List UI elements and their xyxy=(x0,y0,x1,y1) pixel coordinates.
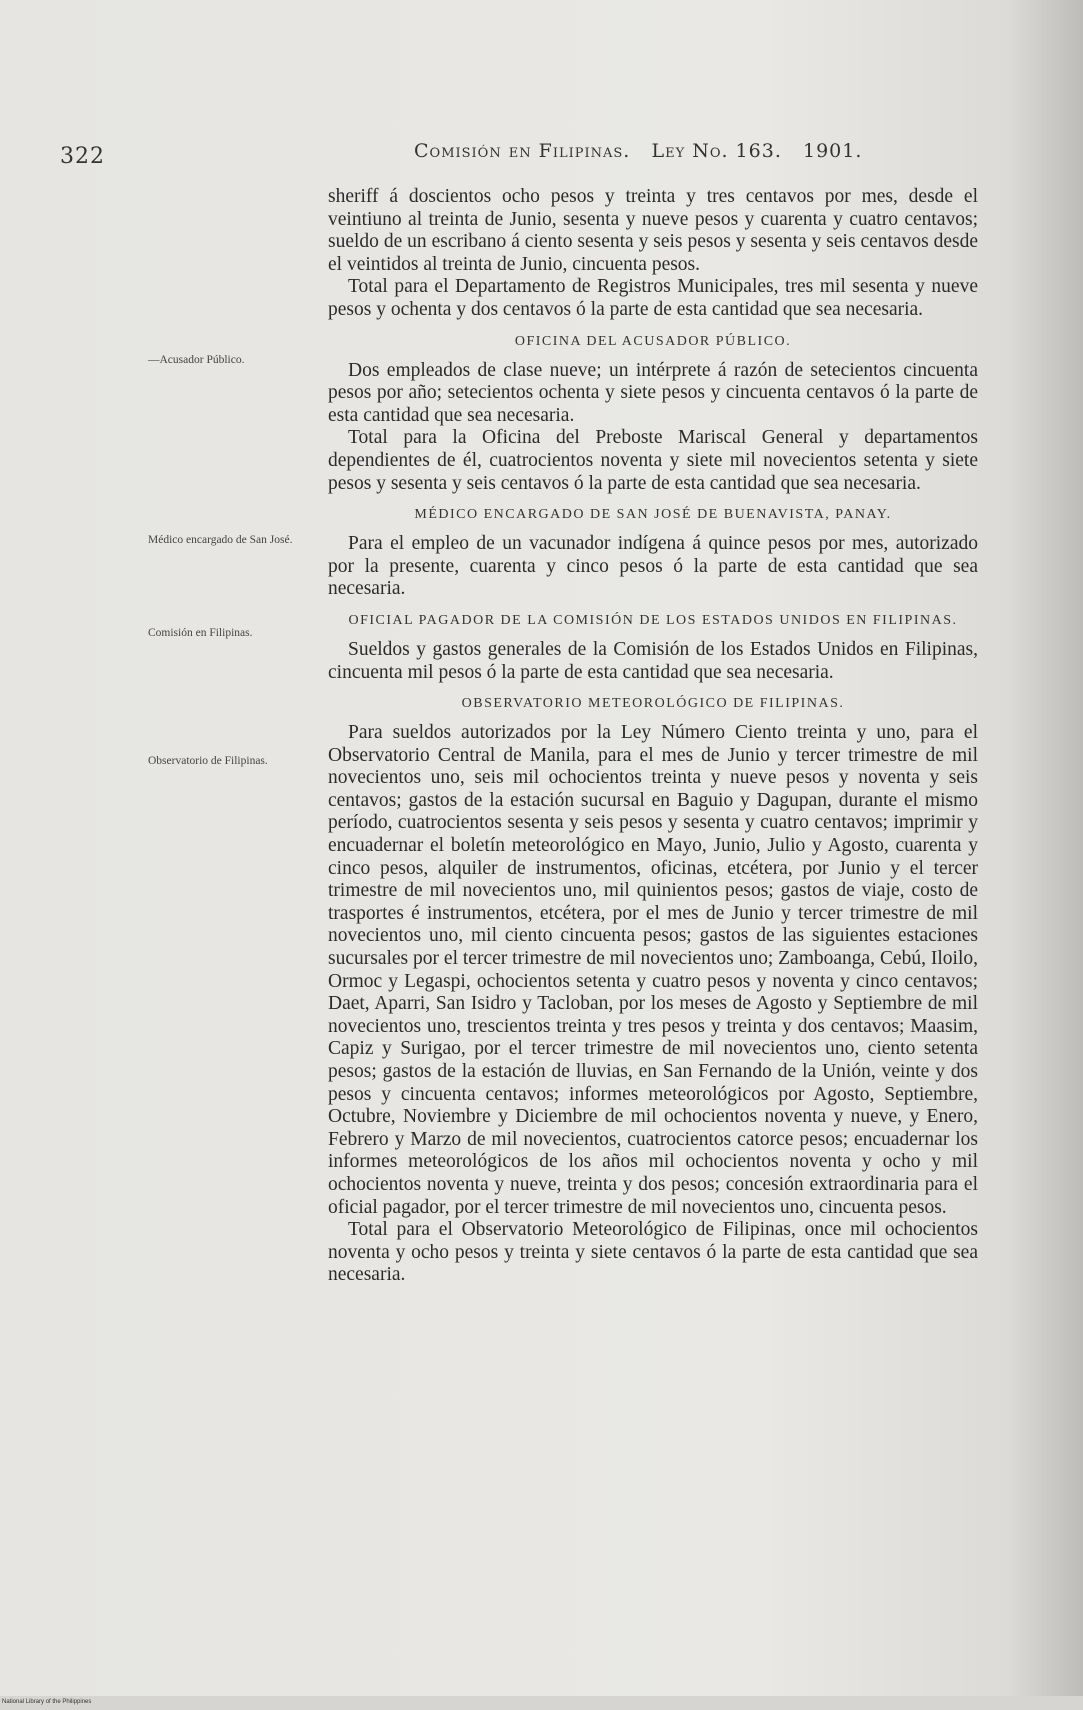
section-heading: OFICIAL PAGADOR DE LA COMISIÓN DE LOS ESTADOS UNIDOS EN FILIPINAS. xyxy=(348,612,958,628)
body-text xyxy=(328,186,978,1287)
section-heading: OBSERVATORIO METEOROLÓGICO DE FILIPINAS. xyxy=(461,696,845,712)
running-head-title: Comisión en Filipinas. xyxy=(414,140,631,162)
margin-note-observatorio: Observatorio de Filipinas. xyxy=(148,755,268,767)
section-heading: OFICINA DEL ACUSADOR PÚBLICO. xyxy=(514,333,792,349)
footer-text: National Library of the Philippines xyxy=(2,1699,92,1705)
running-head xyxy=(414,140,974,162)
margin-note-comision: Comisión en Filipinas. xyxy=(148,627,253,639)
section-heading: MÉDICO ENCARGADO DE SAN JOSÉ DE BUENAVISTA, PANAY. xyxy=(414,507,892,523)
running-head-year: 1901. xyxy=(803,140,863,162)
margin-note-acusador: —Acusador Público. xyxy=(148,354,245,366)
paragraph: Sueldos y gastos generales de la Comisión de los Estados Unidos en Filipinas, cincuenta mil pesos ó la parte de esta cantidad que sea necesaria. xyxy=(328,638,978,683)
margin-note-medico: Médico encargado de San José. xyxy=(148,534,293,546)
paragraph: Para sueldos autorizados por la Ley Número Ciento treinta y uno, para el Observatorio Central de Manila, para el mes de Junio y tercer trimestre de mil novecientos uno, seis mil ochocientos treinta y nueve pesos y noventa y seis centavos; gastos de la estación sucursal en Baguio y Dagupan, durante el mismo período, cuatrocientos sesenta y seis pesos y sesenta y cuatro centavos; imprimir y encuadernar el boletín meteorológico en Mayo, Junio, Julio y Agosto, cuarenta y cinco pesos, alquiler de instrumentos, oficinas, etcétera, por Junio y el tercer trimestre de mil novecientos uno, mil quinientos pesos; gastos de viaje, costo de trasportes é instrumentos, etcétera, por el mes de Junio y tercer trimestre de mil novecientos uno, mil ciento cincuenta pesos; gastos de las siguientes estaciones sucursales por el tercer trimestre de mil novecientos uno; Zamboanga, Cebú, Iloilo, Ormoc y Legaspi, ochocientos setenta y cuatro pesos y noventa y cinco centavos; Daet, Aparri, San Isidro y Tacloban, por los meses de Agosto y Septiembre de mil novecientos uno, trescientos treinta y tres pesos y treinta y dos centavos; Maasim, Capiz y Surigao, por el tercer trimestre de mil novecientos uno, ciento setenta pesos; gastos de la estación de lluvias, en San Fernando de la Unión, veinte y dos pesos y cincuenta centavos; informes meteorológicos por Agosto, Septiembre, Octubre, Noviembre y Diciembre de mil ochocientos noventa y nueve, y Enero, Febrero y Marzo de mil novecientos, cuatrocientos catorce pesos; encuadernar los informes meteorológicos de los años mil ochocientos noventa y ocho y mil ochocientos noventa y nueve, treinta y dos pesos; concesión extraordinaria para el oficial pagador, por el tercer trimestre de mil novecientos uno, cincuenta pesos. xyxy=(328,722,978,1218)
paragraph: Para el empleo de un vacunador indígena á quince pesos por mes, autorizado por la presente, cuarenta y cinco pesos ó la parte de esta cantidad que sea necesaria. xyxy=(328,533,978,600)
running-head-law: Ley No. 163. xyxy=(651,140,782,162)
page-number: 322 xyxy=(60,144,105,169)
footer-strip xyxy=(0,1696,1083,1710)
paragraph: Total para la Oficina del Preboste Mariscal General y departamentos dependientes de él, cuatrocientos noventa y siete mil novecientos setenta y siete pesos y sesenta y seis centavos ó la parte de esta cantidad que sea necesaria. xyxy=(328,427,978,494)
paragraph: Dos empleados de clase nueve; un intérprete á razón de setecientos cincuenta pesos por año; setecientos ochenta y siete pesos y cincuenta centavos ó la parte de esta cantidad que sea necesaria. xyxy=(328,359,978,426)
paragraph: sheriff á doscientos ocho pesos y treinta y tres centavos por mes, desde el veintiuno al treinta de Junio, sesenta y nueve pesos y cuarenta y cuatro centavos; sueldo de un escribano á ciento sesenta y seis pesos y sesenta y seis centavos desde el veintidos al treinta de Junio, cincuenta pesos. xyxy=(328,186,978,275)
paragraph: Total para el Observatorio Meteorológico de Filipinas, once mil ochocientos noventa y ocho pesos y treinta y siete centavos ó la parte de esta cantidad que sea necesaria. xyxy=(328,1219,978,1286)
paragraph: Total para el Departamento de Registros Municipales, tres mil sesenta y nueve pesos y ochenta y dos centavos ó la parte de esta cantidad que sea necesaria. xyxy=(328,276,978,320)
